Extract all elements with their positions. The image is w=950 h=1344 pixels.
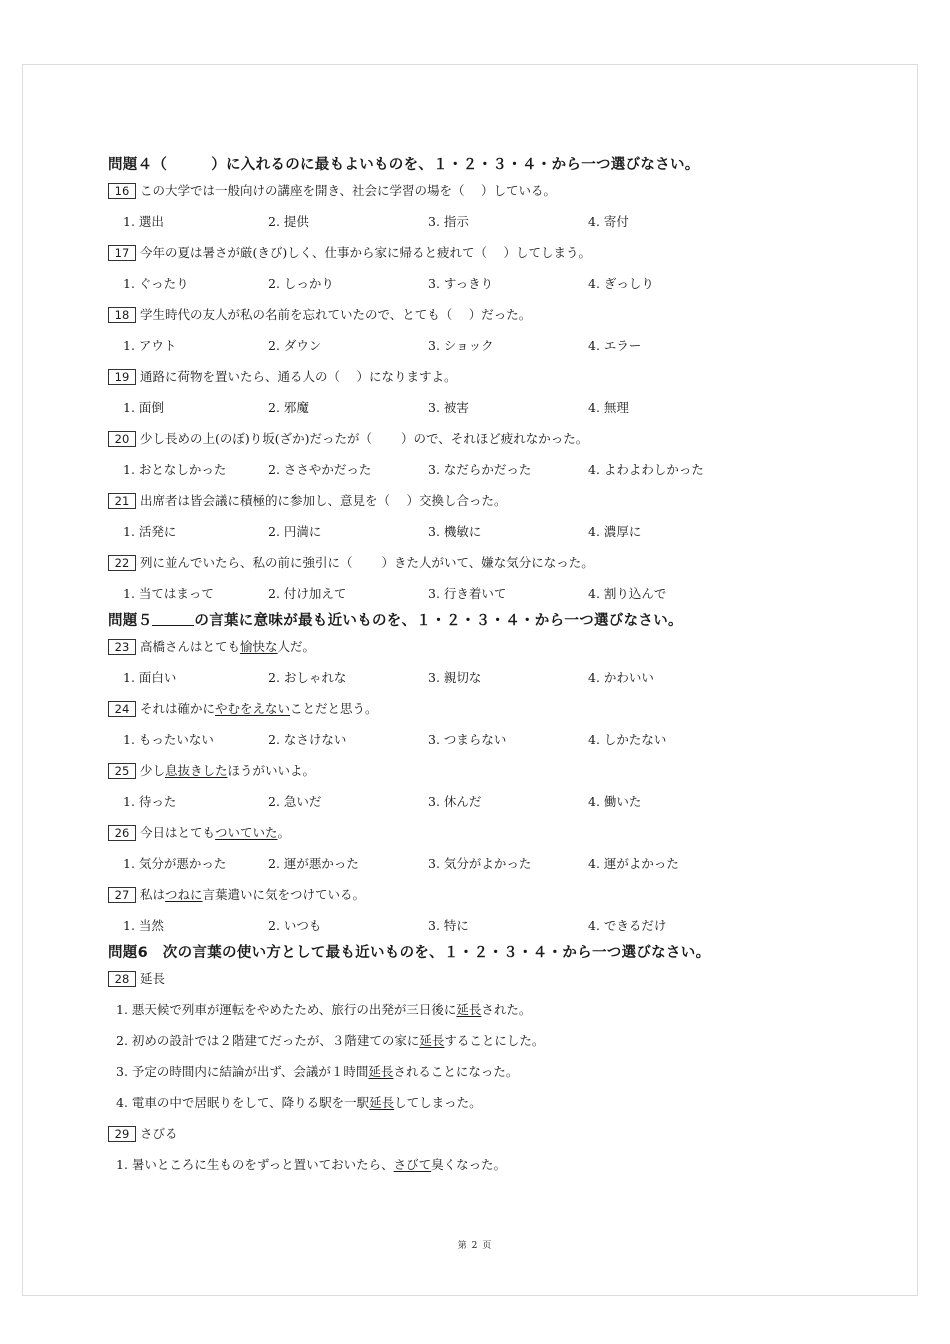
- stem-text: 通路に荷物を置いたら、通る人の（ ）になりますよ。: [140, 369, 457, 384]
- sentence-text: 2. 初めの設計では２階建てだったが、３階建ての家に: [116, 1033, 420, 1048]
- question-number: 28: [108, 971, 136, 987]
- options-row: [108, 731, 808, 762]
- underlined-word: 延長: [419, 1033, 445, 1048]
- options-row: [108, 461, 808, 492]
- option-4: 4. エラー: [588, 338, 642, 353]
- sentence-text: 4. 電車の中で居眠りをして、降りる駅を一駅: [116, 1095, 370, 1110]
- question-word: 延長: [140, 971, 166, 986]
- stem-text: それは確かに: [140, 701, 216, 716]
- stem-text: 今日はとても: [140, 825, 216, 840]
- option-2: 2. 提供: [268, 214, 309, 229]
- option-1: 1. 選出: [123, 214, 164, 229]
- stem-text-end: 言葉遣いに気をつけている。: [202, 887, 366, 902]
- question-number: 21: [108, 493, 136, 509]
- question-stem: [108, 182, 808, 200]
- question-stem: [108, 762, 808, 780]
- question-17: [108, 244, 808, 275]
- option-1: 1. 面白い: [123, 670, 177, 685]
- option-4: 4. ぎっしり: [588, 276, 654, 291]
- question-number: 18: [108, 307, 136, 323]
- question-29-sentences: [108, 1156, 808, 1187]
- question-22: [108, 554, 808, 585]
- stem-text: 高橋さんはとても: [140, 639, 241, 654]
- option-1: 1. 気分が悪かった: [123, 856, 227, 871]
- option-4: 4. しかたない: [588, 732, 667, 747]
- option-2: 2. 付け加えて: [268, 586, 347, 601]
- question-number: 16: [108, 183, 136, 199]
- section-4-heading-text: ）に入れるのに最もよいものを、１・２・３・４・から一つ選びなさい。: [211, 157, 700, 173]
- option-2: 2. しっかり: [268, 276, 334, 291]
- question-19: [108, 368, 808, 399]
- option-1: 1. 面倒: [123, 400, 164, 415]
- option-4: 4. できるだけ: [588, 918, 667, 933]
- option-1: 1. 当てはまって: [123, 586, 214, 601]
- sentence-text: 1. 暑いところに生ものをずっと置いておいたら、: [116, 1157, 394, 1172]
- option-3: 3. 行き着いて: [428, 586, 507, 601]
- option-2: 2. おしゃれな: [268, 670, 347, 685]
- underlined-word: ついていた: [215, 825, 278, 840]
- question-number: 23: [108, 639, 136, 655]
- option-4: 4. 働いた: [588, 794, 642, 809]
- underlined-word: さびて: [393, 1157, 432, 1172]
- option-4: 4. 寄付: [588, 214, 629, 229]
- section-4-questions: [108, 182, 808, 616]
- usage-sentence-1: [108, 1001, 808, 1032]
- underlined-word: 息抜きした: [165, 763, 228, 778]
- options-row: [108, 669, 808, 700]
- option-1: 1. おとなしかった: [123, 462, 227, 477]
- question-number: 22: [108, 555, 136, 571]
- question-number: 29: [108, 1126, 136, 1142]
- underlined-word: 延長: [456, 1002, 482, 1017]
- option-3: 3. 被害: [428, 400, 469, 415]
- question-20: [108, 430, 808, 461]
- option-4: 4. よわよわしかった: [588, 462, 704, 477]
- question-number: 24: [108, 701, 136, 717]
- sentence-text-end: してしまった。: [394, 1095, 482, 1110]
- option-1: 1. アウト: [123, 338, 177, 353]
- options-row: [108, 917, 808, 948]
- section-4-heading-prefix: 問題４（: [108, 157, 168, 173]
- usage-sentence-4: [108, 1094, 808, 1125]
- sentence-text-end: 臭くなった。: [431, 1157, 507, 1172]
- option-2: 2. なさけない: [268, 732, 347, 747]
- usage-sentence-1: [108, 1156, 808, 1187]
- underlined-word: 愉快な: [240, 639, 278, 654]
- option-2: 2. いつも: [268, 918, 322, 933]
- question-stem: [108, 554, 808, 572]
- option-4: 4. 運がよかった: [588, 856, 679, 871]
- exam-content: [108, 152, 808, 1187]
- question-number: 25: [108, 763, 136, 779]
- question-23: [108, 638, 808, 669]
- question-stem: [108, 700, 808, 718]
- question-21: [108, 492, 808, 523]
- question-24: [108, 700, 808, 731]
- option-3: 3. 気分がよかった: [428, 856, 532, 871]
- usage-sentence-3: [108, 1063, 808, 1094]
- stem-text: 少し: [140, 763, 166, 778]
- question-word: さびる: [140, 1126, 178, 1141]
- options-row: [108, 523, 808, 554]
- sentence-text: 1. 悪天候で列車が運転をやめたため、旅行の出発が三日後に: [116, 1002, 457, 1017]
- option-4: 4. 無理: [588, 400, 629, 415]
- option-3: 3. なだらかだった: [428, 462, 532, 477]
- section-5-heading-prefix: 問題５: [108, 613, 153, 629]
- question-28: [108, 970, 808, 1001]
- options-row: [108, 213, 808, 244]
- option-2: 2. 運が悪かった: [268, 856, 359, 871]
- question-stem: [108, 306, 808, 324]
- question-stem: [108, 492, 808, 510]
- option-2: 2. 急いだ: [268, 794, 322, 809]
- section-6-heading: 問題6 次の言葉の使い方として最も近いものを、１・２・３・４・から一つ選びなさい。: [108, 945, 711, 961]
- options-row: [108, 337, 808, 368]
- stem-text: 今年の夏は暑さが厳(きび)しく、仕事から家に帰ると疲れて（ ）してしまう。: [140, 245, 591, 260]
- question-stem: [108, 824, 808, 842]
- page-number: 第 2 页: [457, 1241, 493, 1251]
- stem-text-end: ことだと思う。: [290, 701, 378, 716]
- option-4: 4. 濃厚に: [588, 524, 642, 539]
- stem-text-end: ほうがいいよ。: [227, 763, 316, 778]
- question-number: 19: [108, 369, 136, 385]
- question-29: [108, 1125, 808, 1156]
- option-3: 3. つまらない: [428, 732, 507, 747]
- stem-text: 列に並んでいたら、私の前に強引に（ ）きた人がいて、嫌な気分になった。: [140, 555, 594, 570]
- option-2: 2. 円満に: [268, 524, 322, 539]
- underlined-word: つねに: [165, 887, 203, 902]
- sentence-text-end: することにした。: [444, 1033, 545, 1048]
- options-row: [108, 793, 808, 824]
- option-4: 4. かわいい: [588, 670, 654, 685]
- question-number: 27: [108, 887, 136, 903]
- stem-text-end: 。: [277, 825, 291, 840]
- section-5-questions: [108, 638, 808, 948]
- option-2: 2. 邪魔: [268, 400, 309, 415]
- usage-sentence-2: [108, 1032, 808, 1063]
- option-1: 1. 活発に: [123, 524, 177, 539]
- stem-text: 私は: [140, 887, 166, 902]
- sentence-text-end: された。: [481, 1002, 532, 1017]
- question-27: [108, 886, 808, 917]
- options-row: [108, 399, 808, 430]
- option-3: 3. 特に: [428, 918, 469, 933]
- underlined-word: 延長: [369, 1095, 395, 1110]
- sentence-text-end: されることになった。: [393, 1064, 519, 1079]
- underlined-word: やむをえない: [215, 701, 291, 716]
- question-stem: [108, 430, 808, 448]
- question-18: [108, 306, 808, 337]
- option-1: 1. 待った: [123, 794, 177, 809]
- question-28-sentences: [108, 1001, 808, 1125]
- underlined-word: 延長: [368, 1064, 394, 1079]
- question-16: [108, 182, 808, 213]
- option-1: 1. ぐったり: [123, 276, 189, 291]
- question-stem: [108, 368, 808, 386]
- options-row: [108, 855, 808, 886]
- option-1: 1. 当然: [123, 918, 164, 933]
- question-stem: [108, 886, 808, 904]
- stem-text-end: 人だ。: [277, 639, 316, 654]
- option-4: 4. 割り込んで: [588, 586, 667, 601]
- question-25: [108, 762, 808, 793]
- option-2: 2. ささやかだった: [268, 462, 372, 477]
- stem-text: この大学では一般向けの講座を開き、社会に学習の場を（ ）している。: [140, 183, 556, 198]
- option-3: 3. ショック: [428, 338, 494, 353]
- option-3: 3. 指示: [428, 214, 469, 229]
- option-1: 1. もったいない: [123, 732, 214, 747]
- question-stem: [108, 638, 808, 656]
- sentence-text: 3. 予定の時間内に結論が出ず、会議が１時間: [116, 1064, 369, 1079]
- question-stem: [108, 244, 808, 262]
- stem-text: 出席者は皆会議に積極的に参加し、意見を（ ）交換し合った。: [140, 493, 507, 508]
- question-26: [108, 824, 808, 855]
- question-number: 17: [108, 245, 136, 261]
- section-5-heading-text: の言葉に意味が最も近いものを、１・２・３・４・から一つ選びなさい。: [194, 613, 683, 629]
- question-number: 20: [108, 431, 136, 447]
- stem-text: 学生時代の友人が私の名前を忘れていたので、とても（ ）だった。: [140, 307, 532, 322]
- options-row: [108, 275, 808, 306]
- section-4-heading: [108, 154, 808, 176]
- stem-text: 少し長めの上(のぼ)り坂(ざか)だったが（ ）ので、それほど疲れなかった。: [140, 431, 589, 446]
- option-3: 3. 機敏に: [428, 524, 482, 539]
- option-3: 3. 休んだ: [428, 794, 482, 809]
- option-3: 3. すっきり: [428, 276, 494, 291]
- question-number: 26: [108, 825, 136, 841]
- option-3: 3. 親切な: [428, 670, 482, 685]
- options-row: [108, 585, 808, 616]
- option-2: 2. ダウン: [268, 338, 322, 353]
